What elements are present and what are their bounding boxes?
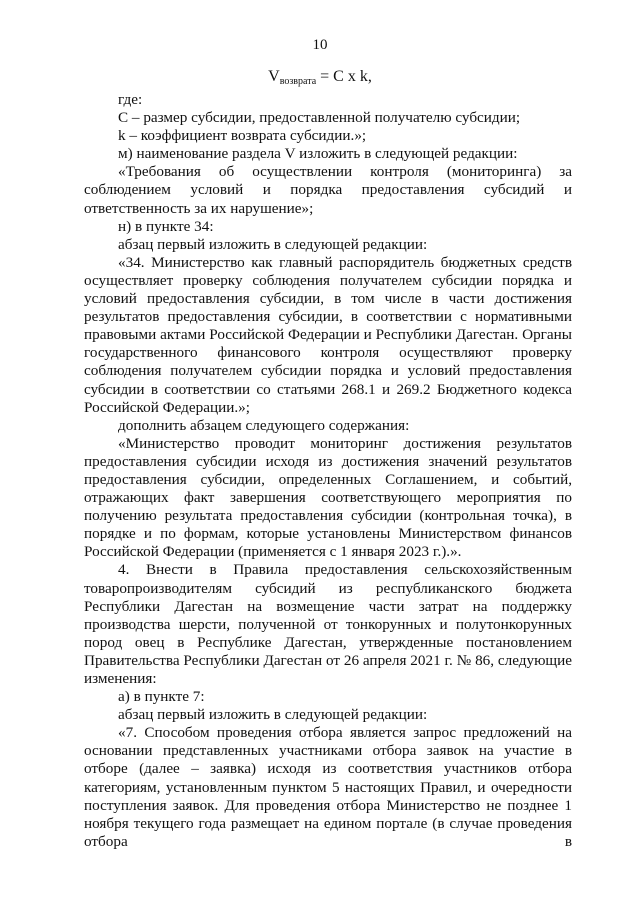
paragraph: «7. Способом проведения отбора является запрос предложений на основании представленных участниками отбора заявок на участие в отборе (далее – заявка) исходя из соответствия участников отбора категориям, установленным пунктом 5 настоящих Правил, и очередности поступления заявок. Для проведения отбора Министерство не позднее 1 ноября текущего года размещает на едином портале (в случае проведения отбора в [84,724,572,850]
paragraph: «Требования об осуществлении контроля (мониторинга) за соблюдением условий и порядка предоставления субсидий и ответственность за их нарушение»; [84,163,572,217]
formula-rest: = C x k, [316,68,372,85]
paragraph: м) наименование раздела V изложить в следующей редакции: [118,145,518,163]
formula-subscript: возврата [279,76,317,87]
paragraph: k – коэффициент возврата субсидии.»; [118,127,367,145]
paragraph: н) в пункте 34: [118,217,214,235]
formula [0,68,640,87]
paragraph: абзац первый изложить в следующей редакции: [118,706,428,724]
paragraph: «Министерство проводит мониторинг достижения результатов предоставления субсидии исходя из достижения значений результатов предоставления субсидии, определенных Соглашением, и событий, отражающих факт завершения соответствующего мероприятия по получению результата предоставления субсидии (контрольная точка), в порядке и по формам, которые установлены Министерством финансов Российской Федерации (применяется с 1 января 2023 г.).». [84,434,572,561]
page-number: 10 [312,37,328,53]
paragraph: дополнить абзацем следующего содержания: [118,416,410,434]
paragraph: 4. Внести в Правила предоставления сельскохозяйственным товаропроизводителям субсидий из республиканского бюджета Республики Дагестан на возмещение части затрат на поддержку производства шерсти, полученной от тонкорунных и полутонкорунных пород овец в Республике Дагестан, утвержденные постановлением Правительства Республики Дагестан от 26 апреля 2021 г. № 86, следующие изменения: [84,561,572,687]
paragraph: «34. Министерство как главный распорядитель бюджетных средств осуществляет проверку соблюдения получателем субсидии порядка и условий предоставления субсидии, в том числе в части достижения результатов предоставления субсидии, в соответствии с нормативными правовыми актами Российской Федерации и Республики Дагестан. Органы государственного финансового контроля осуществляют проверку соблюдения получателем субсидии порядка и условий предоставления субсидии в соответствии со статьями 268.1 и 269.2 Бюджетного кодекса Российской Федерации.»; [84,253,572,416]
paragraph: С – размер субсидии, предоставленной получателю субсидии; [118,109,521,127]
paragraph: где: [118,91,143,108]
paragraph: абзац первый изложить в следующей редакции: [118,235,428,253]
paragraph: а) в пункте 7: [118,688,205,706]
formula-main: V [268,68,280,85]
document-body [84,91,572,851]
